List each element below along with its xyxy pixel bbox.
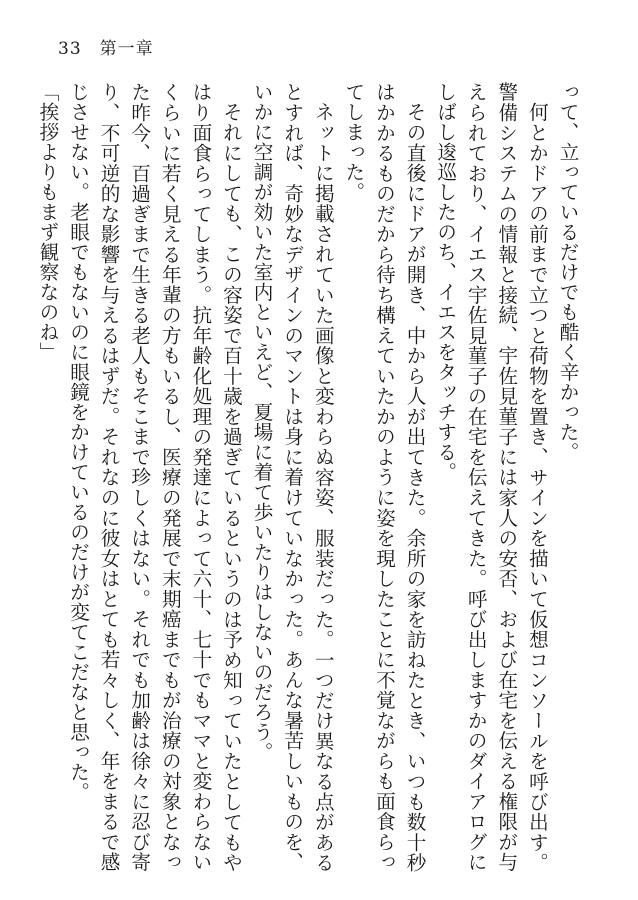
page-number: 33	[58, 39, 82, 59]
paragraph: 何とかドアの前まで立つと荷物を置き、サインを描いて仮想コンソールを呼び出す。警備システムの情報と接続、宇佐見菫子には家人の安否、および在宅を伝える権限が与えられており、イエス宇佐見菫子の在宅を伝えてきた。呼び出しますかのダイアログにしばし逡巡したのち、イエスをタッチする。	[433, 82, 549, 872]
paragraph: ネットに掲載されていた画像と変わらぬ容姿、服装だった。一つだけ異なる点があるとすれば、奇妙なデザインのマントは身に着けていなかった。あんな暑苦しいものを、いかに空調が効いた室内といえど、夏場に着て歩いたりはしないのだろう。	[250, 82, 335, 872]
paragraph: それにしても、この容姿で百十歳を過ぎているというのは予め知っていたとしてもやはり面食らってしまう。抗年齢化処理の発達によって六十、七十でもママと変わらないくらいに若く見える年輩の方もいるし、医療の発展で末期癌までもが治療の対象となった昨今、百過ぎまで生きる老人もそこまで珍しくはない。それでも加齢は徐々に忍び寄り、不可逆的な影響を与えるはずだ。それなのに彼女はとても若々しく、年をまるで感じさせない。老眼でもないのに眼鏡をかけているのだけが変てこだなと思った。	[66, 82, 243, 872]
vertical-body-text	[31, 82, 582, 872]
paragraph: って、立っているだけでも酷く辛かった。	[556, 82, 579, 462]
running-header	[58, 34, 154, 58]
dialogue-line: 「挨拶よりもまず観察なのね」	[35, 82, 59, 362]
chapter-title: 第一章	[99, 39, 154, 59]
paragraph: その直後にドアが開き、中から人が出てきた。余所の家を訪ねたとき、いつも数十秒はかかるものだから待ち構えていたかのように姿を現したことに不覚ながらも面食らってしまった。	[341, 82, 427, 872]
